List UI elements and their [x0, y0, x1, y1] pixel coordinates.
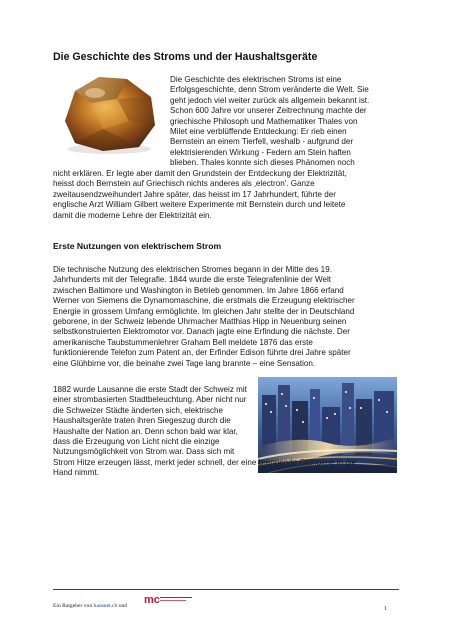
footer-brand-link[interactable]: hausnet.ch [93, 603, 118, 609]
svg-text:mc: mc [144, 594, 160, 606]
page-number: 1 [384, 606, 387, 612]
text-line: geht jedoch viel weiter zurück als allgemein bekannt ist. [170, 95, 370, 105]
text-line: funktionierende Telefon zum Patent an, der Erfinder Edison führte drei Jahre später [53, 348, 351, 358]
text-line: elektrisierenden Wirkung - Federn am Stein haften [170, 147, 351, 157]
amber-stone-image [57, 69, 160, 156]
text-line: Milet eine verblüffende Entdeckung: Er rieb einen [170, 127, 347, 137]
text-line: Nutzungsmöglichkeit von Strom war. Dass sich mit [53, 447, 235, 457]
lausanne-text-full [53, 458, 356, 479]
text-line: Haushalte der Nation an. Denn schon bald war klar, [53, 426, 238, 436]
section-paragraph [53, 265, 355, 369]
text-line: Strom Hitze erzeugen lässt, merkt jeder schnell, der eine brennende Glühbirne in die [53, 458, 357, 467]
lausanne-text-wrapped [53, 385, 247, 458]
text-line: Hand nimmt. [53, 468, 99, 478]
text-line: Energie in grossem Umfang ermöglichte. Im gleichen Jahr stellte der in Deutschland [53, 306, 355, 316]
intro-text-wrapped [170, 75, 369, 169]
text-line: dass die Erzeugung von Licht nicht die einzige [53, 437, 220, 447]
text-line: englische Arzt William Gilbert weitere Experimente mit Bernstein durch und leitete [53, 200, 346, 210]
text-line: Jahrhunderts mit der Telegrafie. 1844 wurde die erste Telegrafenlinie der Welt [53, 275, 332, 285]
text-line: nicht erklären. Er legte aber damit den Grundstein der Entdeckung der Elektrizität, [53, 169, 347, 178]
text-line: griechische Philosoph und Mathematiker Thales von [170, 116, 358, 126]
text-line: 1882 wurde Lausanne die erste Stadt der Schweiz mit [53, 385, 247, 394]
text-line: heisst doch Bernstein auf Griechisch nichts anderes als ‚electron'. Ganze [53, 179, 315, 189]
text-line: die Schweizer Städte änderten sich, elektrische [53, 405, 224, 415]
footer-divider [53, 589, 399, 590]
text-line: geborene, in der Schweiz lebende Uhrmacher Matthias Hipp in Neuenburg seinen [53, 317, 347, 327]
text-line: Werner von Siemens die Dynamomaschine, die erstmals die Erzeugung elektrischer [53, 296, 355, 306]
text-line: selbstkonstruierten Elektromotor vor. Danach jagte eine Erfindung die nächste. Der [53, 327, 350, 337]
text-line: eine Glühbirne vor, die beinahe zwei Tage lang brannte – eine Sensation. [53, 358, 316, 368]
section-heading: Erste Nutzungen von elektrischem Strom [53, 241, 222, 251]
text-line: damit die moderne Lehre der Elektrizität ein. [53, 210, 212, 220]
text-line: Die Geschichte des elektrischen Stroms ist eine [170, 75, 342, 84]
text-line: Bernstein an einem Tierfell, weshalb - aufgrund der [170, 137, 354, 147]
text-line: Erfolgsgeschichte, denn Strom veränderte die Welt. Sie [170, 85, 369, 95]
text-line: Die technische Nutzung des elektrischen Stromes begann in der Mitte des 19. [53, 265, 332, 274]
text-line: zwischen Baltimore und Washington in Betrieb genommen. Im Jahre 1866 erfand [53, 285, 344, 295]
text-line: Haushaltsgeräte traten ihren Siegeszug durch die [53, 416, 231, 426]
text-line: Schon 600 Jahre vor unserer Zeitrechnung machte der [170, 106, 367, 116]
text-line: amerikanische Taubstummenlehrer Graham Bell meldete 1876 das erste [53, 337, 313, 347]
text-line: zweitausendzweihundert Jahre später, das heisst im 17 Jahrhundert, führte der [53, 189, 336, 199]
partner-logo [144, 592, 194, 606]
footer-prefix: Ein Ratgeber von [53, 603, 94, 609]
text-line: einer strombasierten Stadtbeleuchtung. Aber nicht nur [53, 395, 247, 405]
intro-text-full [53, 169, 347, 221]
text-line: blieben. Thales konnte sich dieses Phänomen noch [170, 158, 355, 168]
footer-credit [53, 603, 127, 609]
footer-suffix: und [117, 603, 128, 609]
page-title: Die Geschichte des Stroms und der Haushaltsgeräte [53, 51, 318, 63]
